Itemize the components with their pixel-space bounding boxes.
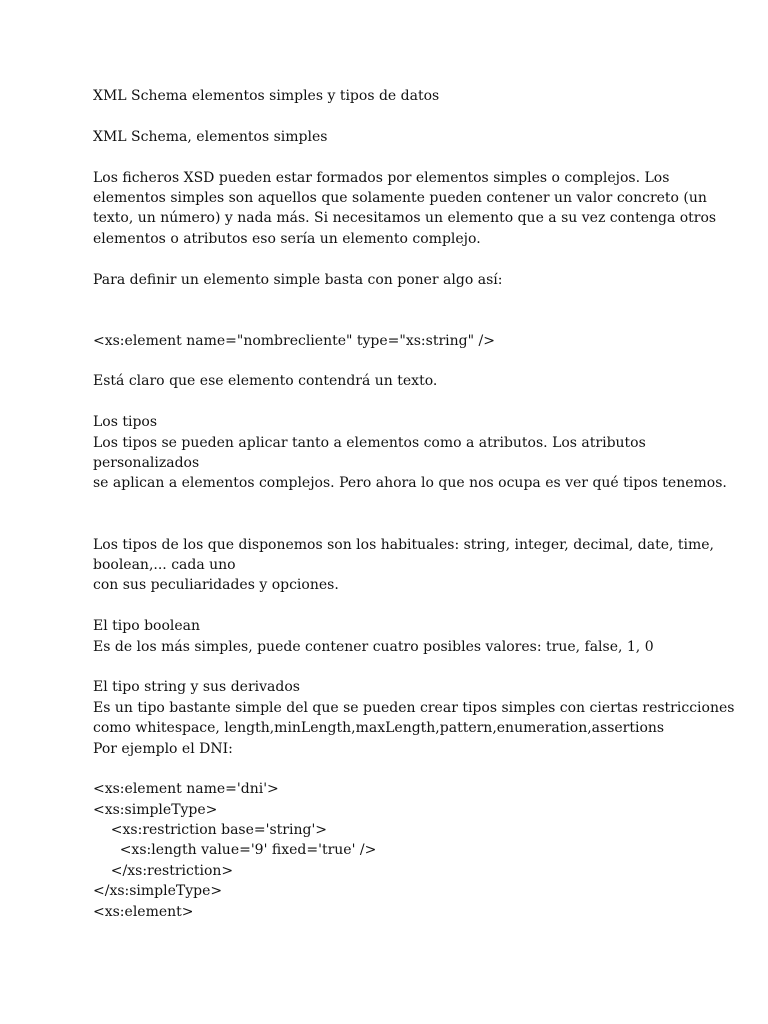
paragraph-line: Es un tipo bastante simple del que se pueden crear tipos simples con ciertas restricciones <box>93 699 735 716</box>
paragraph-line: boolean,... cada uno <box>93 556 236 573</box>
blank-line <box>93 514 733 534</box>
blank-line <box>93 657 733 677</box>
code-line: </xs:simpleType> <box>93 883 223 900</box>
paragraph-line: Está claro que ese elemento contendrá un texto. <box>93 373 438 390</box>
paragraph-line: Por ejemplo el DNI: <box>93 740 233 757</box>
paragraph-line: elementos simples son aquellos que solamente pueden contener un valor concreto (un <box>93 189 707 206</box>
blank-line <box>93 249 733 269</box>
blank-line <box>93 351 733 371</box>
blank-line <box>93 759 733 779</box>
section-heading: Los tipos <box>93 414 158 431</box>
section-heading: El tipo boolean <box>93 618 201 635</box>
blank-line <box>93 147 733 167</box>
paragraph-line: personalizados <box>93 455 200 472</box>
code-line: <xs:element> <box>93 903 194 920</box>
code-line: <xs:restriction base='string'> <box>93 822 328 839</box>
paragraph-line: Los ficheros XSD pueden estar formados por elementos simples o complejos. Los <box>93 169 670 186</box>
blank-line <box>93 290 733 310</box>
paragraph-line: como whitespace, length,minLength,maxLength,pattern,enumeration,assertions <box>93 720 665 737</box>
blank-line <box>93 106 733 126</box>
paragraph-line: texto, un número) y nada más. Si necesitamos un elemento que a su vez contenga otros <box>93 210 717 227</box>
document-title: XML Schema elementos simples y tipos de datos <box>93 88 440 104</box>
paragraph-line: elementos o atributos eso sería un elemento complejo. <box>93 230 481 247</box>
paragraph-line: con sus peculiaridades y opciones. <box>93 577 339 594</box>
section-heading: El tipo string y sus derivados <box>93 679 300 696</box>
code-line: </xs:restriction> <box>93 862 234 879</box>
paragraph-line: Para definir un elemento simple basta con poner algo así: <box>93 271 503 288</box>
blank-line <box>93 494 733 514</box>
section-heading: XML Schema, elementos simples <box>93 128 328 145</box>
blank-line <box>93 392 733 412</box>
paragraph-line: Es de los más simples, puede contener cuatro posibles valores: true, false, 1, 0 <box>93 638 654 655</box>
code-line: <xs:element name='dni'> <box>93 781 279 798</box>
blank-line <box>93 310 733 330</box>
paragraph-line: Los tipos se pueden aplicar tanto a elementos como a atributos. Los atributos <box>93 434 646 451</box>
paragraph-line: se aplican a elementos complejos. Pero ahora lo que nos ocupa es ver qué tipos tenemos. <box>93 475 727 492</box>
blank-line <box>93 596 733 616</box>
code-line: <xs:simpleType> <box>93 801 218 818</box>
document-page <box>93 86 733 922</box>
code-line: <xs:length value='9' fixed='true' /> <box>93 842 377 859</box>
code-line: <xs:element name="nombrecliente" type="xs:string" /> <box>93 332 495 349</box>
paragraph-line: Los tipos de los que disponemos son los habituales: string, integer, decimal, date, time, <box>93 536 714 553</box>
